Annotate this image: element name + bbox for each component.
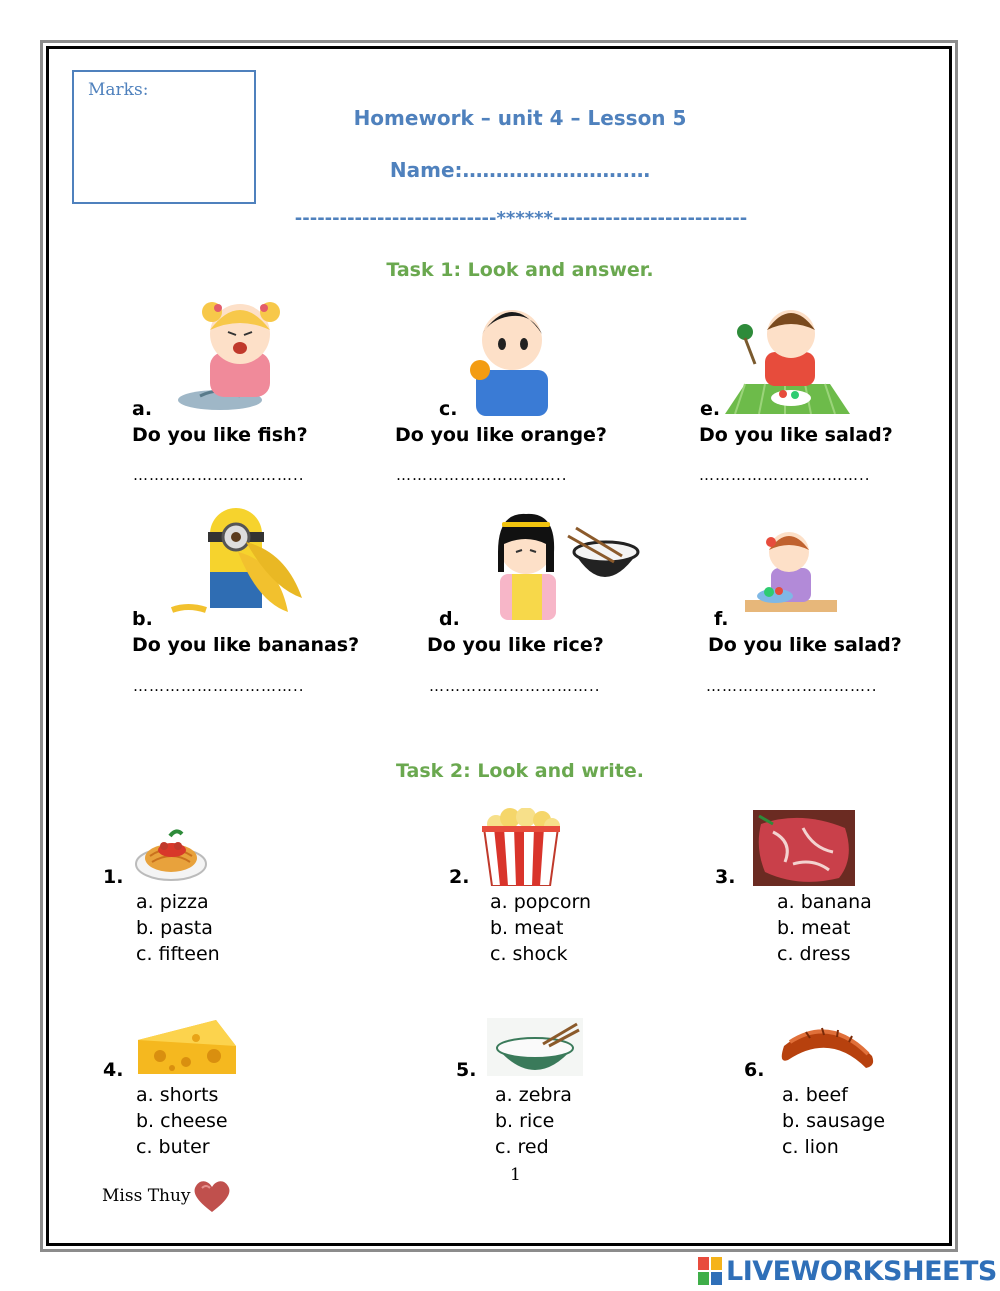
girl-disliking-fish-icon: [160, 292, 300, 416]
task1-item-letter: a.: [132, 398, 153, 420]
task2-item-number: 4.: [103, 1059, 124, 1081]
meat-icon: [753, 810, 855, 886]
task1-item-letter: d.: [439, 608, 460, 630]
option[interactable]: b. meat: [777, 917, 851, 939]
girl-with-rice-bowl-icon: [486, 512, 646, 620]
task2-item-number: 5.: [456, 1059, 477, 1081]
worksheet-title: Homework – unit 4 – Lesson 5: [353, 106, 687, 130]
task2-item-number: 1.: [103, 866, 124, 888]
task2-options-4: [136, 1082, 228, 1160]
option[interactable]: c. buter: [136, 1136, 210, 1158]
name-line: Name:…………………….…: [389, 158, 651, 182]
task2-options-1: [136, 889, 220, 967]
brand-mark-icon: [698, 1257, 722, 1285]
option[interactable]: c. lion: [782, 1136, 839, 1158]
task1-item-letter: e.: [700, 398, 721, 420]
task1-title: Task 1: Look and answer.: [386, 259, 654, 281]
option[interactable]: b. meat: [490, 917, 564, 939]
task1-answer-field[interactable]: …………………………..: [706, 677, 878, 695]
popcorn-icon: [480, 808, 562, 886]
option[interactable]: b. cheese: [136, 1110, 228, 1132]
liveworksheets-logo: [698, 1256, 997, 1286]
option[interactable]: c. red: [495, 1136, 549, 1158]
option[interactable]: b. sausage: [782, 1110, 886, 1132]
option[interactable]: c. shock: [490, 943, 568, 965]
task1-question: Do you like rice?: [427, 634, 604, 656]
boy-eating-salad-icon: [725, 302, 850, 414]
task1-item-letter: b.: [132, 608, 153, 630]
option[interactable]: c. fifteen: [136, 943, 220, 965]
option[interactable]: b. rice: [495, 1110, 555, 1132]
signature-text: Miss Thuy: [102, 1186, 191, 1206]
option[interactable]: a. shorts: [136, 1084, 219, 1106]
task2-title: Task 2: Look and write.: [396, 760, 644, 782]
task1-question: Do you like orange?: [395, 424, 607, 446]
task1-question: Do you like salad?: [699, 424, 893, 446]
page-number: 1: [510, 1165, 521, 1185]
task2-item-number: 2.: [449, 866, 470, 888]
task2-item-number: 6.: [744, 1059, 765, 1081]
brand-text: LIVEWORKSHEETS: [726, 1255, 997, 1287]
option[interactable]: a. beef: [782, 1084, 848, 1106]
option[interactable]: a. popcorn: [490, 891, 592, 913]
divider: ---------------------------******--------------------------: [294, 208, 748, 229]
marks-label: Marks:: [88, 80, 149, 100]
task1-question: Do you like bananas?: [132, 634, 360, 656]
option[interactable]: a. pizza: [136, 891, 209, 913]
cheese-icon: [136, 1018, 238, 1076]
heart-icon: [192, 1178, 232, 1214]
marks-box: [72, 70, 256, 204]
signature: [102, 1186, 191, 1206]
girl-disliking-salad-icon: [745, 528, 837, 616]
task1-item-letter: f.: [714, 608, 729, 630]
task1-answer-field[interactable]: …………………………..: [133, 466, 305, 484]
sausage-icon: [776, 1020, 880, 1076]
minion-with-bananas-icon: [168, 502, 316, 620]
task2-options-2: [490, 889, 591, 967]
option[interactable]: c. dress: [777, 943, 851, 965]
task1-answer-field[interactable]: …………………………..: [429, 677, 601, 695]
task1-answer-field[interactable]: …………………………..: [396, 466, 568, 484]
task1-answer-field[interactable]: …………………………..: [133, 677, 305, 695]
task1-question: Do you like salad?: [708, 634, 902, 656]
task2-options-6: [782, 1082, 885, 1160]
rice-bowl-icon: [487, 1018, 583, 1076]
task1-item-letter: c.: [439, 398, 458, 420]
boy-eating-orange-icon: [466, 298, 556, 416]
task2-options-5: [495, 1082, 572, 1160]
task2-options-3: [777, 889, 872, 967]
task1-question: Do you like fish?: [132, 424, 308, 446]
task1-answer-field[interactable]: …………………………..: [699, 466, 871, 484]
option[interactable]: a. zebra: [495, 1084, 572, 1106]
pasta-icon: [134, 820, 208, 884]
option[interactable]: a. banana: [777, 891, 872, 913]
option[interactable]: b. pasta: [136, 917, 213, 939]
task2-item-number: 3.: [715, 866, 736, 888]
